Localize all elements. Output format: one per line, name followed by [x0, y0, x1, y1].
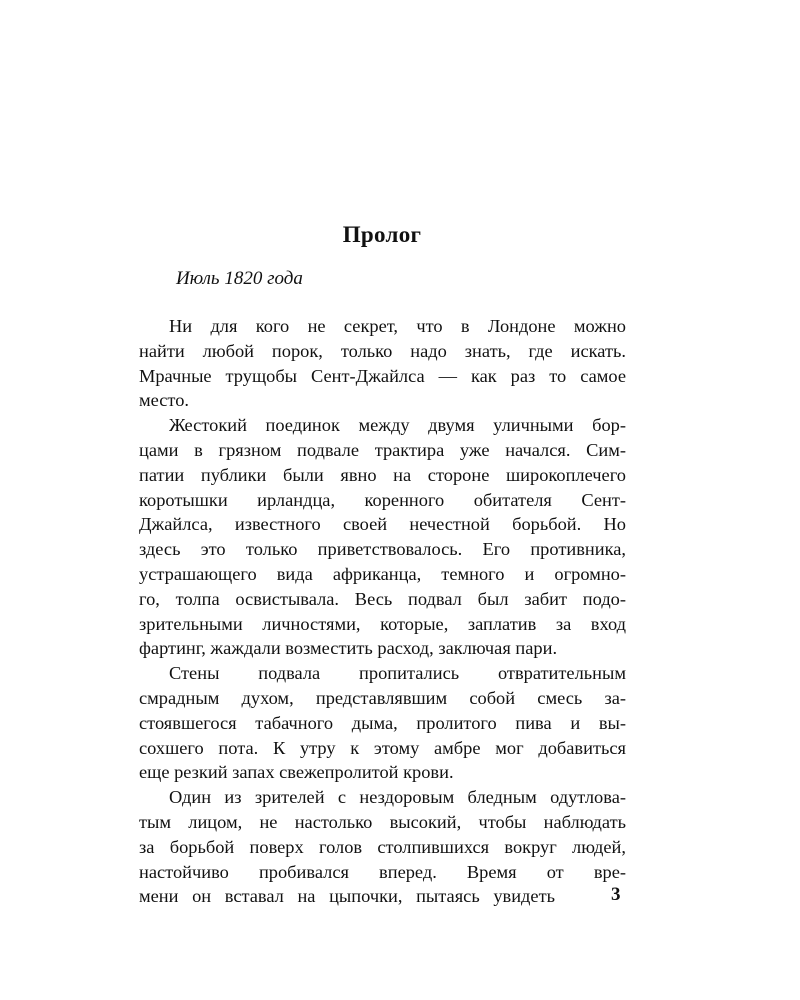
paragraph: [139, 661, 626, 785]
text-line: цами в грязном подвале трактира уже начался. Сим-: [139, 439, 626, 460]
text-line: Джайлса, известного своей нечестной борьбой. Но: [139, 514, 626, 535]
text-line: го, толпа освистывала. Весь подвал был забит подо-: [139, 588, 626, 609]
text-line: мени он вставал на цыпочки, пытаясь увидеть: [139, 886, 555, 907]
text-line: патии публики были явно на стороне широкоплечего: [139, 464, 626, 485]
text-line: Стены подвала пропитались отвратительным: [169, 663, 626, 684]
paragraph: [139, 314, 626, 413]
text-line: устрашающего вида африканца, темного и огромно-: [139, 563, 626, 584]
text-line: за борьбой поверх голов столпившихся вокруг людей,: [139, 836, 626, 857]
text-line: сохшего пота. К утру к этому амбре мог добавиться: [139, 737, 626, 758]
text-line: настойчиво пробивался вперед. Время от вре-: [139, 861, 626, 882]
paragraph: [139, 785, 626, 909]
text-line: стоявшегося табачного дыма, пролитого пива и вы-: [139, 712, 626, 733]
text-line: здесь это только приветствовалось. Его противника,: [139, 539, 626, 560]
text-line: смрадным духом, представлявшим собой смесь за-: [139, 687, 626, 708]
chapter-title: Пролог: [342, 222, 422, 247]
page-number: 3: [611, 884, 621, 905]
text-line: найти любой порок, только надо знать, где искать.: [139, 340, 626, 361]
text-line: зрительными личностями, которые, заплатив за вход: [139, 613, 626, 634]
body-text: [139, 314, 626, 909]
text-line: Жестокий поединок между двумя уличными бор-: [169, 415, 626, 436]
text-line: Один из зрителей с нездоровым бледным одутлова-: [169, 787, 626, 808]
text-line: Ни для кого не секрет, что в Лондоне можно: [169, 316, 626, 336]
text-line: место.: [139, 390, 190, 411]
text-line: тым лицом, не настолько высокий, чтобы наблюдать: [139, 811, 626, 832]
text-line: коротышки ирландца, коренного обитателя Сент-: [139, 489, 626, 510]
chapter-date: Июль 1820 года: [176, 268, 303, 289]
paragraph: [139, 413, 626, 661]
text-line: еще резкий запах свежепролитой крови.: [139, 762, 454, 783]
text-line: Мрачные трущобы Сент-Джайлса — как раз то самое: [139, 365, 626, 386]
text-line: фартинг, жаждали возместить расход, заключая пари.: [139, 638, 558, 659]
